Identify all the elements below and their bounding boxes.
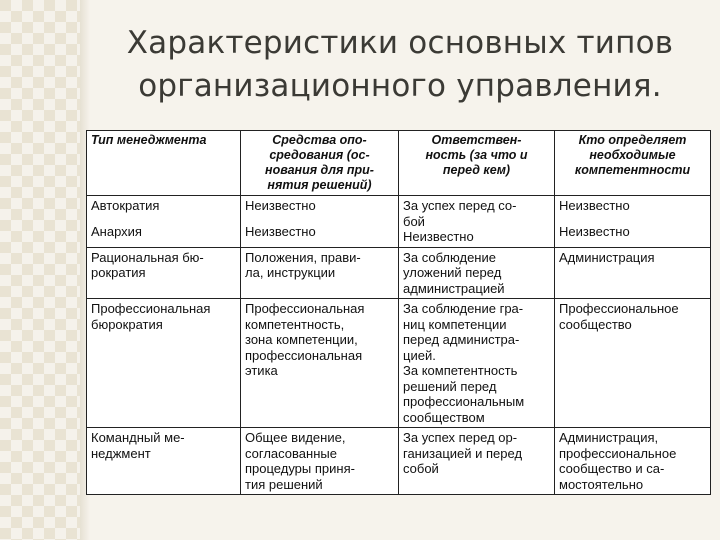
slide-title-line-1: Характеристики основных типов [126,25,674,61]
cell-line: ганизацией и перед [403,445,523,461]
cell-line: процедуры приня- [245,461,355,476]
cell-responsibility [399,247,555,299]
table-row [87,428,711,495]
cell-responsibility [399,299,555,428]
header-line: Ответствен- [431,133,522,147]
cell-means [241,247,399,299]
header-line: ность (за что и [425,148,528,162]
header-line: нятия решений) [267,178,372,192]
header-line: Тип менеджмента [91,133,207,147]
cell-line: Неизвестно [245,223,316,239]
cell-responsibility [399,196,555,248]
cell-line: За соблюдение [403,249,496,265]
cell-line: За соблюдение гра- [403,301,524,316]
header-line: нования для при- [265,163,374,177]
cell-line: Неизвестно [403,229,474,244]
cell-line: Неизвестно [245,198,316,213]
cell-line: ла, инструкции [245,265,336,280]
cell-line: За компетентность [403,363,518,378]
slide-title-line-2: организационного управления. [138,68,662,104]
cell-line: мостоятельно [559,476,644,492]
cell-line: цией. [403,347,436,363]
cell-spacer [91,214,236,224]
cell-who [555,299,711,428]
cell-line: сообщество [559,316,632,332]
cell-spacer [245,214,394,224]
cell-line: профессиональным [403,394,525,409]
cell-line: Администрация, [559,430,659,445]
cell-type [87,299,241,428]
cell-type [87,428,241,495]
table-header-row [87,131,711,196]
cell-line: Профессиональная [245,301,365,316]
cell-line: решений перед [403,378,497,394]
cell-line: рократия [91,265,146,280]
cell-line: Неизвестно [559,198,630,213]
cell-who [555,247,711,299]
cell-line: За успех перед со- [403,198,517,213]
header-line: необходимые [589,148,676,162]
header-management-type [87,131,241,196]
header-line: Средства опо- [272,133,367,147]
cell-line: Профессиональное [559,301,679,316]
table-row [87,196,711,248]
cell-line: Неизвестно [559,223,630,239]
header-line: компетентности [574,163,691,177]
cell-line: неджмент [91,445,151,461]
cell-who [555,428,711,495]
cell-line: Анархия [91,223,142,239]
cell-line: сообществом [403,409,485,425]
cell-line: уложений перед [403,265,502,280]
cell-type [87,196,241,248]
cell-line: Администрация [559,249,655,265]
cell-type [87,247,241,299]
cell-line: Положения, прави- [245,249,361,265]
cell-line: бой [403,213,425,229]
header-line: Кто определяет [578,133,687,147]
cell-who [555,196,711,248]
cell-means [241,428,399,495]
cell-line: профессиональное [559,445,677,461]
cell-line: Профессиональная [91,301,211,316]
header-means [241,131,399,196]
cell-line: компетентность, [245,316,345,332]
cell-line: бюрократия [91,316,163,332]
cell-line: Автократия [91,198,160,213]
cell-line: За успех перед ор- [403,430,518,445]
cell-line: Командный ме- [91,430,185,445]
header-line: перед кем) [442,163,511,177]
cell-line: ниц компетенции [403,316,507,332]
cell-line: собой [403,461,439,476]
cell-line: администрацией [403,280,505,296]
management-types-table [86,130,710,495]
cell-line: Общее видение, [245,430,346,445]
cell-line: зона компетенции, [245,332,358,347]
table-row [87,247,711,299]
cell-line: тия решений [245,476,323,492]
header-responsibility [399,131,555,196]
cell-line: сообщество и са- [559,461,665,476]
cell-means [241,196,399,248]
slide-title [100,22,700,108]
cell-line: Рациональная бю- [91,249,204,265]
cell-spacer [559,214,706,224]
cell-line: согласованные [245,445,337,461]
cell-line: перед администра- [403,332,520,347]
decorative-side-pattern [0,0,80,540]
cell-line: профессиональная [245,347,363,363]
header-who-defines [555,131,711,196]
cell-responsibility [399,428,555,495]
cell-line: этика [245,363,278,378]
table-row [87,299,711,428]
header-line: средования (ос- [269,148,370,162]
cell-means [241,299,399,428]
